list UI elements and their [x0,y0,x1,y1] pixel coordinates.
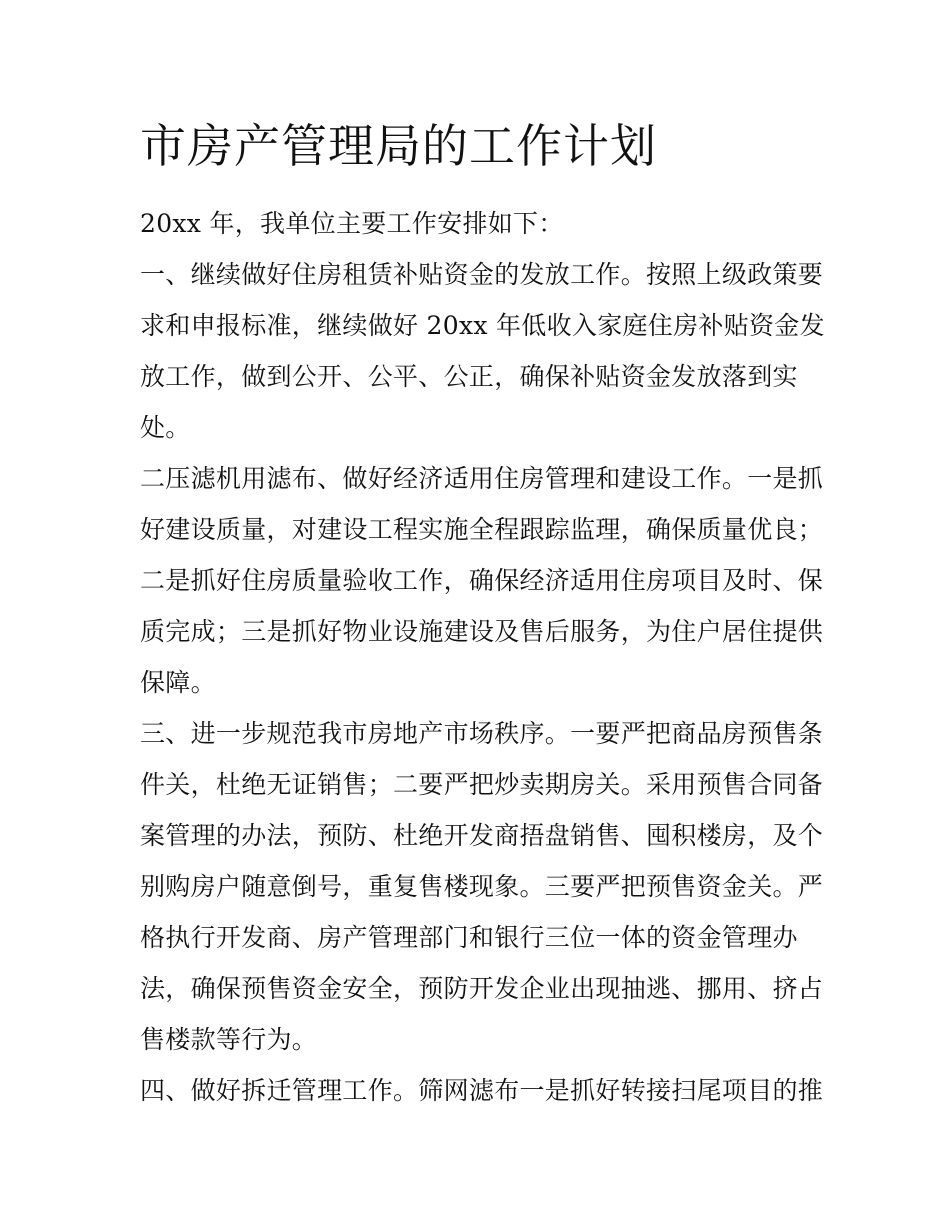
section-3-line: 法，确保预售资金安全，预防开发企业出现抽逃、挪用、挤占 [140,974,824,1003]
section-2-line: 二是抓好住房质量验收工作，确保经济适用住房项目及时、保 [140,566,824,595]
document-body [140,198,825,1116]
section-3-line: 件关，杜绝无证销售；二要严把炒卖期房关。采用预售合同备 [140,770,824,799]
section-2-line: 质完成；三是抓好物业设施建设及售后服务，为住户居住提供 [140,617,824,646]
section-3-line: 格执行开发商、房产管理部门和银行三位一体的资金管理办 [140,923,798,952]
section-3-line: 案管理的办法，预防、杜绝开发商捂盘销售、囤积楼房，及个 [140,821,824,850]
section-2-line: 好建设质量，对建设工程实施全程跟踪监理，确保质量优良； [140,515,824,544]
section-3-line: 三、进一步规范我市房地产市场秩序。一要严把商品房预售条 [140,719,824,748]
section-1-line: 求和申报标准，继续做好 20xx 年低收入家庭住房补贴资金发 [140,311,825,340]
section-1-line: 放工作，做到公开、公平、公正，确保补贴资金发放落到实 [140,362,798,391]
intro-line: 20xx 年，我单位主要工作安排如下： [140,209,564,238]
document-title: 市房产管理局的工作计划 [140,119,657,173]
section-2-line: 二压滤机用滤布、做好经济适用住房管理和建设工作。一是抓 [140,464,824,493]
section-3-line: 别购房户随意倒号，重复售楼现象。三要严把预售资金关。严 [140,872,824,901]
section-2-line: 保障。 [140,668,216,697]
section-1-line: 处。 [140,413,191,442]
section-4-line: 四、做好拆迁管理工作。筛网滤布一是抓好转接扫尾项目的推 [140,1076,824,1105]
section-3-line: 售楼款等行为。 [140,1025,318,1054]
section-1-line: 一、继续做好住房租赁补贴资金的发放工作。按照上级政策要 [140,260,824,289]
